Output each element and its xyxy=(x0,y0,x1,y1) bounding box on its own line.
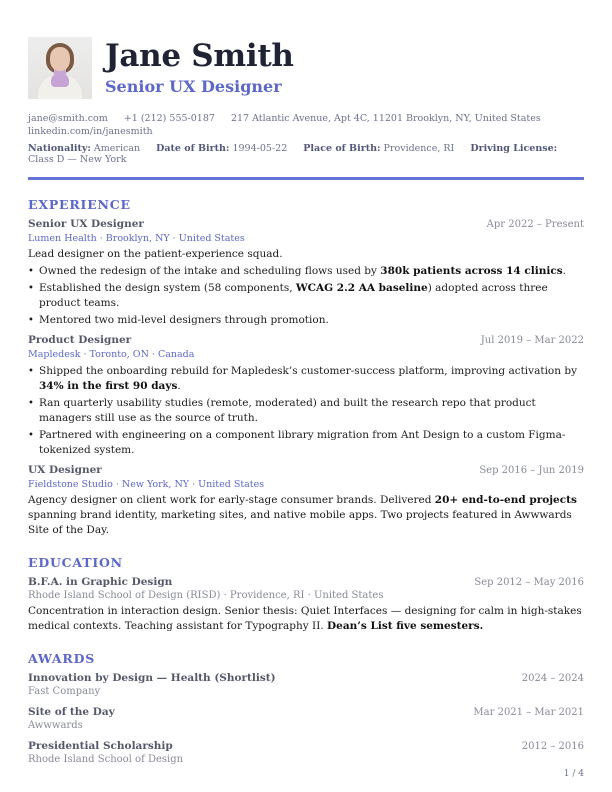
job-role: UX Designer xyxy=(28,464,102,476)
bullet-item: • Shipped the onboarding rebuild for Mapledesk’s customer-success platform, improving activation by 34% in the first 90 days. xyxy=(39,364,584,394)
name-block xyxy=(105,37,294,96)
bullet-item: • Partnered with engineering on a component library migration from Ant Design to a custom Figma-tokenized system. xyxy=(39,428,584,458)
page-number: 1 / 4 xyxy=(563,769,584,779)
awards-heading: AWARDS xyxy=(28,651,96,666)
linkedin-link[interactable]: linkedin.com/in/janesmith xyxy=(28,126,153,137)
bullet-item: • Mentored two mid-level designers through promotion. xyxy=(39,313,584,328)
award-issuer: Fast Company xyxy=(28,686,101,697)
job-role: Senior UX Designer xyxy=(28,218,144,230)
bullet-item: • Ran quarterly usability studies (remote, moderated) and built the research repo that product managers still use as the source of truth. xyxy=(39,396,584,426)
education-dates: Sep 2012 – May 2016 xyxy=(474,577,584,588)
job-dates: Apr 2022 – Present xyxy=(486,219,584,230)
contact-info xyxy=(28,112,584,138)
award-entry xyxy=(28,706,584,731)
award-dates: 2024 – 2024 xyxy=(521,673,584,684)
education-description: Concentration in interaction design. Senior thesis: Quiet Interfaces — designing for calm in high-stakes medical contexts. Teaching assistant for Typography II. Dean’s List five semesters. xyxy=(28,605,582,632)
award-title: Innovation by Design — Health (Shortlist) xyxy=(28,672,276,684)
award-dates: 2012 – 2016 xyxy=(521,741,584,752)
award-issuer: Rhode Island School of Design xyxy=(28,754,184,765)
personal-details xyxy=(28,143,584,165)
education-heading: EDUCATION xyxy=(28,555,123,570)
experience-entry xyxy=(28,334,584,458)
job-role: Product Designer xyxy=(28,334,132,346)
award-entry xyxy=(28,740,584,765)
detail-date-of-birth: Date of Birth: 1994-05-22 xyxy=(156,143,288,154)
bullet-item: • Established the design system (58 components, WCAG 2.2 AA baseline) adopted across three product teams. xyxy=(39,281,584,311)
resume-header xyxy=(28,37,584,99)
detail-driving-license: Driving License: Class D — New York xyxy=(28,143,558,165)
header-divider xyxy=(28,177,584,180)
award-title: Presidential Scholarship xyxy=(28,740,173,752)
award-dates: Mar 2021 – Mar 2021 xyxy=(473,707,584,718)
job-org: Fieldstone Studio · New York, NY · United States xyxy=(28,479,265,490)
job-bullets xyxy=(28,364,584,458)
detail-place-of-birth: Place of Birth: Providence, RI xyxy=(303,143,455,154)
detail-nationality: Nationality: American xyxy=(28,143,141,154)
job-description: Agency designer on client work for early-stage consumer brands. Delivered 20+ end-to-end projects spanning brand identity, marketing sites, and native mobile apps. Two projects featured in Awwwards Site of the Day. xyxy=(28,494,577,536)
profile-photo xyxy=(28,37,92,99)
candidate-title: Senior UX Designer xyxy=(105,77,282,96)
job-summary: Lead designer on the patient-experience squad. xyxy=(28,248,283,260)
email-link[interactable]: jane@smith.com xyxy=(28,113,108,124)
school-name: Rhode Island School of Design (RISD) · Providence, RI · United States xyxy=(28,590,384,601)
phone-link[interactable]: +1 (212) 555-0187 xyxy=(123,113,215,124)
award-entry xyxy=(28,672,584,697)
experience-entry xyxy=(28,464,584,538)
job-org: Lumen Health · Brooklyn, NY · United States xyxy=(28,233,245,244)
experience-entry xyxy=(28,218,584,328)
job-bullets xyxy=(28,264,584,328)
award-title: Site of the Day xyxy=(28,706,115,718)
resume-page xyxy=(28,37,584,765)
address-text: 217 Atlantic Avenue, Apt 4C, 11201 Brooklyn, NY, United States xyxy=(230,113,541,124)
job-dates: Jul 2019 – Mar 2022 xyxy=(480,335,584,346)
experience-heading: EXPERIENCE xyxy=(28,197,131,212)
degree-title: B.F.A. in Graphic Design xyxy=(28,576,173,588)
award-issuer: Awwwards xyxy=(28,720,83,731)
education-entry xyxy=(28,576,584,634)
job-org: Mapledesk · Toronto, ON · Canada xyxy=(28,349,195,360)
candidate-name: Jane Smith xyxy=(105,38,294,74)
bullet-item: • Owned the redesign of the intake and scheduling flows used by 380k patients across 14 clinics. xyxy=(39,264,584,279)
job-dates: Sep 2016 – Jun 2019 xyxy=(479,465,584,476)
